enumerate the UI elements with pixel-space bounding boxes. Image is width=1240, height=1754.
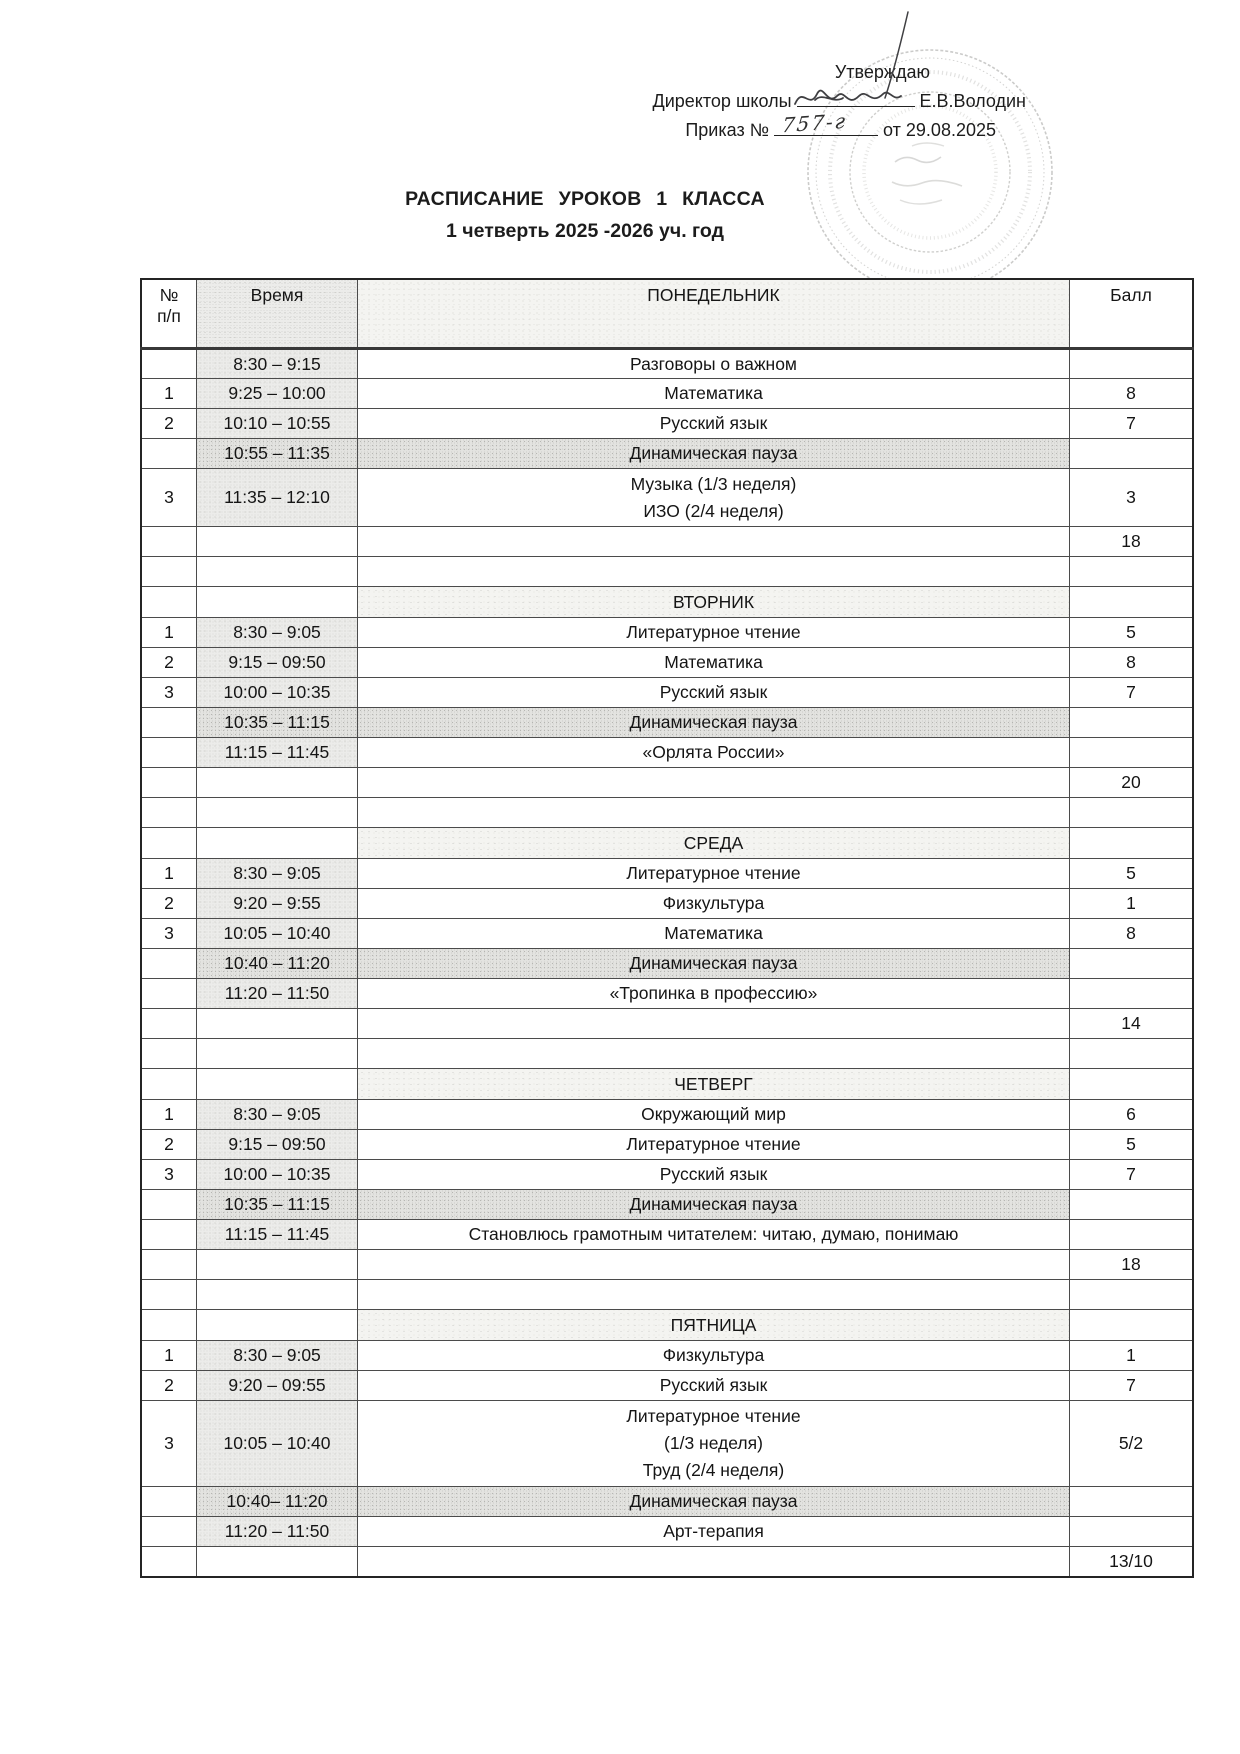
time-cell: 10:00 – 10:35	[197, 678, 358, 708]
score-cell: 3	[1070, 469, 1194, 527]
subject-cell: Физкультура	[358, 1341, 1070, 1371]
director-signature-scribble	[789, 8, 939, 118]
day-total-row	[141, 1009, 1193, 1039]
score-cell	[1070, 439, 1194, 469]
score-cell: 14	[1070, 1009, 1194, 1039]
lesson-number-cell: 2	[141, 648, 197, 678]
score-cell: 5/2	[1070, 1401, 1194, 1487]
score-cell: 7	[1070, 1160, 1194, 1190]
lesson-number-cell	[141, 1547, 197, 1577]
score-cell	[1070, 587, 1194, 618]
time-cell: 8:30 – 9:15	[197, 349, 358, 379]
score-cell: 7	[1070, 1371, 1194, 1401]
blank-row	[141, 1039, 1193, 1069]
lesson-row	[141, 919, 1193, 949]
score-cell: 7	[1070, 409, 1194, 439]
subject-cell	[358, 1280, 1070, 1310]
lesson-number-cell	[141, 1190, 197, 1220]
lesson-row	[141, 648, 1193, 678]
time-cell: 11:15 – 11:45	[197, 1220, 358, 1250]
score-cell: 6	[1070, 1100, 1194, 1130]
score-cell	[1070, 1069, 1194, 1100]
subject-cell	[358, 768, 1070, 798]
lesson-number-cell: 1	[141, 379, 197, 409]
subject-cell: ЧЕТВЕРГ	[358, 1069, 1070, 1100]
order-line	[653, 108, 996, 144]
score-cell	[1070, 1310, 1194, 1341]
approval-block	[653, 58, 1026, 144]
time-cell	[197, 587, 358, 618]
header-score-cell: Балл	[1070, 279, 1194, 349]
score-cell	[1070, 949, 1194, 979]
lesson-row	[141, 1517, 1193, 1547]
lesson-number-cell	[141, 1250, 197, 1280]
lesson-number-cell	[141, 738, 197, 768]
lesson-number-cell	[141, 1280, 197, 1310]
time-cell: 8:30 – 9:05	[197, 1100, 358, 1130]
pause-row	[141, 1190, 1193, 1220]
score-cell	[1070, 1220, 1194, 1250]
day-header-row	[141, 1310, 1193, 1341]
subject-cell	[358, 557, 1070, 587]
lesson-row	[141, 889, 1193, 919]
header-row	[141, 279, 1193, 349]
director-signature-line	[797, 86, 915, 107]
lesson-number-cell	[141, 1069, 197, 1100]
score-cell: 7	[1070, 678, 1194, 708]
page-title: РАСПИСАНИЕ УРОКОВ 1 КЛАССА	[405, 188, 765, 210]
score-cell: 18	[1070, 1250, 1194, 1280]
subject-cell	[358, 1009, 1070, 1039]
time-cell: 8:30 – 9:05	[197, 618, 358, 648]
subject-cell: Математика	[358, 379, 1070, 409]
time-cell: 9:20 – 9:55	[197, 889, 358, 919]
score-cell: 8	[1070, 379, 1194, 409]
score-cell	[1070, 557, 1194, 587]
subject-cell	[358, 527, 1070, 557]
blank-row	[141, 557, 1193, 587]
time-cell	[197, 1280, 358, 1310]
lesson-number-cell: 2	[141, 409, 197, 439]
lesson-number-cell	[141, 1517, 197, 1547]
score-cell: 1	[1070, 1341, 1194, 1371]
lesson-row	[141, 1160, 1193, 1190]
lesson-number-cell: 1	[141, 859, 197, 889]
lesson-row	[141, 1130, 1193, 1160]
lesson-number-cell: 3	[141, 1401, 197, 1487]
lesson-number-cell: 1	[141, 1100, 197, 1130]
score-cell	[1070, 738, 1194, 768]
lesson-row	[141, 409, 1193, 439]
header-num-line1: №	[159, 285, 179, 305]
time-cell: 10:35 – 11:15	[197, 708, 358, 738]
time-cell: 10:35 – 11:15	[197, 1190, 358, 1220]
schedule-table-wrap	[140, 278, 1194, 1578]
document-title-block	[0, 188, 1170, 243]
lesson-row	[141, 349, 1193, 379]
lesson-number-cell: 2	[141, 1371, 197, 1401]
pause-row	[141, 1487, 1193, 1517]
lesson-number-cell	[141, 828, 197, 859]
lesson-number-cell: 2	[141, 1130, 197, 1160]
lesson-number-cell	[141, 1009, 197, 1039]
lesson-row	[141, 859, 1193, 889]
time-cell	[197, 768, 358, 798]
lesson-number-cell: 3	[141, 678, 197, 708]
director-line	[653, 91, 1026, 111]
subject-cell: ПЯТНИЦА	[358, 1310, 1070, 1341]
day-total-row	[141, 1547, 1193, 1577]
lesson-number-cell	[141, 349, 197, 379]
blank-row	[141, 1280, 1193, 1310]
lesson-row	[141, 678, 1193, 708]
schedule-table-header	[141, 279, 1193, 349]
score-cell: 5	[1070, 618, 1194, 648]
lesson-number-cell: 2	[141, 889, 197, 919]
subject-cell: Русский язык	[358, 1371, 1070, 1401]
time-cell	[197, 1009, 358, 1039]
lesson-number-cell	[141, 768, 197, 798]
lesson-number-cell	[141, 798, 197, 828]
lesson-number-cell	[141, 1310, 197, 1341]
subject-cell: Динамическая пауза	[358, 1190, 1070, 1220]
time-cell	[197, 557, 358, 587]
blank-row	[141, 798, 1193, 828]
time-cell: 8:30 – 9:05	[197, 859, 358, 889]
score-cell: 20	[1070, 768, 1194, 798]
subject-cell: Музыка (1/3 неделя) ИЗО (2/4 неделя)	[358, 469, 1070, 527]
lesson-row	[141, 469, 1193, 527]
score-cell: 8	[1070, 919, 1194, 949]
subject-cell: Динамическая пауза	[358, 949, 1070, 979]
time-cell	[197, 1250, 358, 1280]
time-cell: 10:05 – 10:40	[197, 919, 358, 949]
score-cell	[1070, 708, 1194, 738]
lesson-row	[141, 1220, 1193, 1250]
lesson-number-cell	[141, 557, 197, 587]
subject-cell: Литературное чтение	[358, 859, 1070, 889]
time-cell: 10:05 – 10:40	[197, 1401, 358, 1487]
day-total-row	[141, 1250, 1193, 1280]
score-cell	[1070, 1280, 1194, 1310]
score-cell	[1070, 1487, 1194, 1517]
lesson-row	[141, 1401, 1193, 1487]
time-cell	[197, 1039, 358, 1069]
lesson-row	[141, 1100, 1193, 1130]
lesson-number-cell: 3	[141, 1160, 197, 1190]
lesson-number-cell: 3	[141, 469, 197, 527]
subject-cell: СРЕДА	[358, 828, 1070, 859]
score-cell	[1070, 349, 1194, 379]
score-cell: 5	[1070, 859, 1194, 889]
pause-row	[141, 708, 1193, 738]
score-cell: 5	[1070, 1130, 1194, 1160]
score-cell	[1070, 979, 1194, 1009]
time-cell: 11:20 – 11:50	[197, 1517, 358, 1547]
time-cell: 11:20 – 11:50	[197, 979, 358, 1009]
time-cell	[197, 1310, 358, 1341]
subject-cell: Разговоры о важном	[358, 349, 1070, 379]
lesson-number-cell	[141, 1039, 197, 1069]
approval-word: Утверждаю	[834, 62, 930, 82]
lesson-row	[141, 738, 1193, 768]
day-header-row	[141, 1069, 1193, 1100]
time-cell: 10:55 – 11:35	[197, 439, 358, 469]
time-cell	[197, 1069, 358, 1100]
lesson-number-cell: 1	[141, 618, 197, 648]
lesson-number-cell	[141, 587, 197, 618]
lesson-row	[141, 979, 1193, 1009]
subject-cell: Арт-терапия	[358, 1517, 1070, 1547]
day-header-row	[141, 587, 1193, 618]
lesson-number-cell: 1	[141, 1341, 197, 1371]
time-cell	[197, 828, 358, 859]
day-total-row	[141, 768, 1193, 798]
subject-cell: Динамическая пауза	[358, 1487, 1070, 1517]
order-date: от 29.08.2025	[883, 120, 996, 140]
time-cell: 9:15 – 09:50	[197, 1130, 358, 1160]
schedule-table	[140, 278, 1194, 1578]
subject-cell: Литературное чтение	[358, 1130, 1070, 1160]
score-cell: 18	[1070, 527, 1194, 557]
time-cell: 11:35 – 12:10	[197, 469, 358, 527]
order-label: Приказ №	[685, 120, 770, 140]
score-cell: 1	[1070, 889, 1194, 919]
score-cell	[1070, 1039, 1194, 1069]
director-name: Е.В.Володин	[919, 91, 1026, 111]
header-day-cell: ПОНЕДЕЛЬНИК	[358, 279, 1070, 349]
lesson-row	[141, 1371, 1193, 1401]
time-cell: 11:15 – 11:45	[197, 738, 358, 768]
lesson-number-cell: 3	[141, 919, 197, 949]
time-cell	[197, 1547, 358, 1577]
subject-cell: Становлюсь грамотным читателем: читаю, думаю, понимаю	[358, 1220, 1070, 1250]
lesson-number-cell	[141, 439, 197, 469]
subject-cell: Динамическая пауза	[358, 708, 1070, 738]
subject-cell: «Орлята России»	[358, 738, 1070, 768]
time-cell: 8:30 – 9:05	[197, 1341, 358, 1371]
day-header-row	[141, 828, 1193, 859]
score-cell	[1070, 798, 1194, 828]
score-cell	[1070, 1190, 1194, 1220]
time-cell	[197, 527, 358, 557]
time-cell: 10:40– 11:20	[197, 1487, 358, 1517]
pause-row	[141, 949, 1193, 979]
subject-cell: ВТОРНИК	[358, 587, 1070, 618]
lesson-row	[141, 1341, 1193, 1371]
subject-cell: Окружающий мир	[358, 1100, 1070, 1130]
time-cell: 10:10 – 10:55	[197, 409, 358, 439]
subject-cell: «Тропинка в профессию»	[358, 979, 1070, 1009]
subject-cell: Динамическая пауза	[358, 439, 1070, 469]
subject-cell	[358, 798, 1070, 828]
lesson-number-cell	[141, 708, 197, 738]
schedule-table-body	[141, 349, 1193, 1577]
header-num-line2: п/п	[157, 306, 181, 326]
subject-cell: Русский язык	[358, 1160, 1070, 1190]
lesson-row	[141, 618, 1193, 648]
lesson-number-cell	[141, 1220, 197, 1250]
subject-cell: Математика	[358, 648, 1070, 678]
score-cell	[1070, 828, 1194, 859]
subject-cell	[358, 1547, 1070, 1577]
time-cell: 9:15 – 09:50	[197, 648, 358, 678]
subject-cell: Русский язык	[358, 678, 1070, 708]
subject-cell: Математика	[358, 919, 1070, 949]
time-cell: 10:00 – 10:35	[197, 1160, 358, 1190]
subject-cell: Русский язык	[358, 409, 1070, 439]
header-num-cell	[141, 279, 197, 349]
subject-cell	[358, 1250, 1070, 1280]
lesson-row	[141, 379, 1193, 409]
lesson-number-cell	[141, 1487, 197, 1517]
header-time-cell: Время	[197, 279, 358, 349]
subject-cell: Литературное чтение	[358, 618, 1070, 648]
lesson-number-cell	[141, 949, 197, 979]
subject-cell: Физкультура	[358, 889, 1070, 919]
time-cell	[197, 798, 358, 828]
order-number-handwritten: 757-г	[780, 108, 849, 138]
score-cell: 13/10	[1070, 1547, 1194, 1577]
day-total-row	[141, 527, 1193, 557]
pause-row	[141, 439, 1193, 469]
subject-cell: Литературное чтение (1/3 неделя) Труд (2/4 неделя)	[358, 1401, 1070, 1487]
time-cell: 9:20 – 09:55	[197, 1371, 358, 1401]
director-label: Директор школы	[652, 91, 792, 111]
time-cell: 10:40 – 11:20	[197, 949, 358, 979]
lesson-number-cell	[141, 527, 197, 557]
time-cell: 9:25 – 10:00	[197, 379, 358, 409]
score-cell	[1070, 1517, 1194, 1547]
score-cell: 8	[1070, 648, 1194, 678]
order-number-line	[774, 108, 878, 138]
lesson-number-cell	[141, 979, 197, 1009]
page-subtitle: 1 четверть 2025 -2026 уч. год	[446, 220, 724, 242]
subject-cell	[358, 1039, 1070, 1069]
